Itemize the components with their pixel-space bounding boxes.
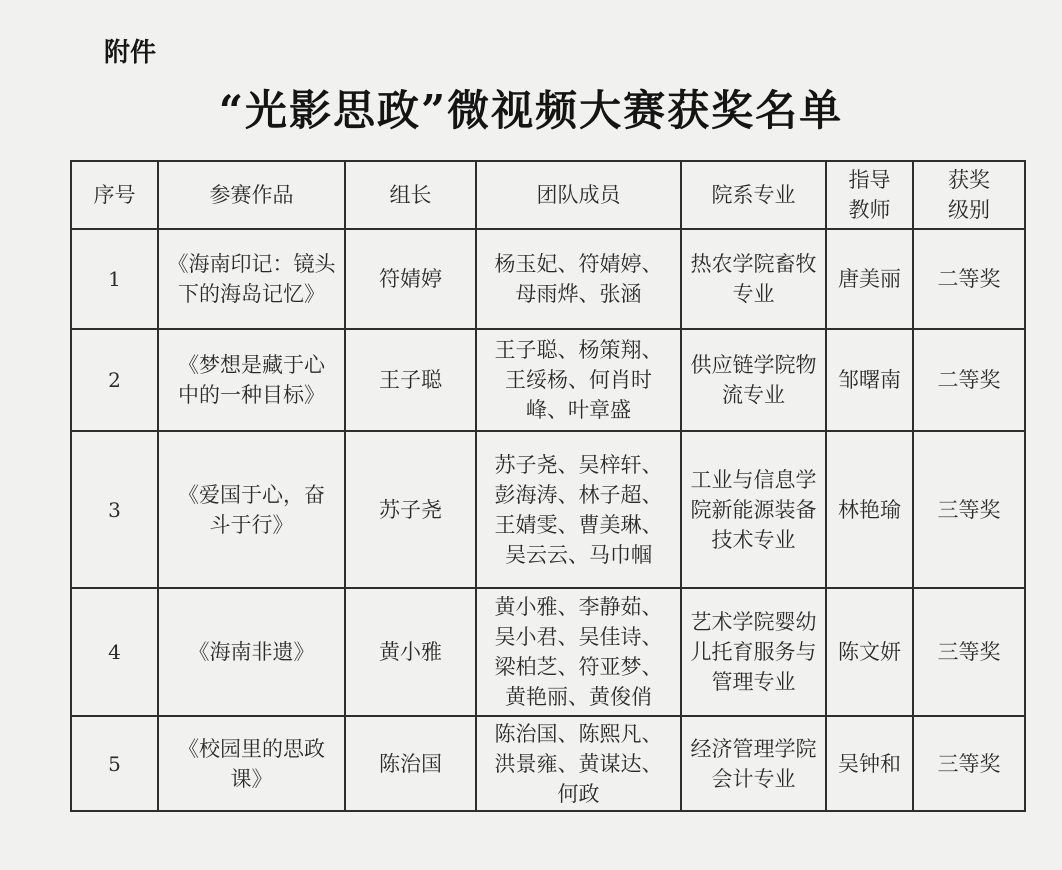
cell-level: 二等奖 xyxy=(913,229,1025,329)
cell-department-text: 热农学院畜牧专业 xyxy=(690,252,817,306)
header-department: 院系专业 xyxy=(681,161,826,229)
cell-work xyxy=(158,716,345,811)
cell-department xyxy=(681,716,826,811)
cell-advisor: 陈文妍 xyxy=(826,588,913,716)
cell-work xyxy=(158,229,345,329)
cell-advisor: 林艳瑜 xyxy=(826,431,913,588)
cell-level: 三等奖 xyxy=(913,716,1025,811)
cell-members-text: 黄小雅、李静茹、吴小君、吴佳诗、梁柏芝、符亚梦、黄艳丽、黄俊俏 xyxy=(494,595,663,709)
cell-index: 2 xyxy=(71,329,158,431)
cell-members xyxy=(476,588,681,716)
header-leader: 组长 xyxy=(345,161,476,229)
table-row xyxy=(71,329,1025,431)
header-index: 序号 xyxy=(71,161,158,229)
table-row xyxy=(71,229,1025,329)
cell-department xyxy=(681,431,826,588)
cell-work xyxy=(158,329,345,431)
cell-members xyxy=(476,716,681,811)
header-advisor xyxy=(826,161,913,229)
cell-index: 1 xyxy=(71,229,158,329)
cell-work-text: 《校园里的思政课》 xyxy=(178,736,325,791)
table-row xyxy=(71,588,1025,716)
table-header-row xyxy=(71,161,1025,229)
table-row xyxy=(71,716,1025,811)
cell-department-text: 艺术学院婴幼儿托育服务与管理专业 xyxy=(690,610,817,694)
cell-department-text: 供应链学院物流专业 xyxy=(690,353,817,407)
cell-department xyxy=(681,588,826,716)
cell-work-text: 《梦想是藏于心中的一种目标》 xyxy=(178,353,325,407)
cell-leader: 王子聪 xyxy=(345,329,476,431)
cell-work-text: 《海南印记：镜头下的海岛记忆》 xyxy=(167,252,336,306)
cell-leader: 符婧婷 xyxy=(345,229,476,329)
header-level xyxy=(913,161,1025,229)
cell-index: 4 xyxy=(71,588,158,716)
cell-work-text: 《海南非遗》 xyxy=(188,640,315,664)
cell-work-text: 《爱国于心，奋斗于行》 xyxy=(178,482,325,537)
cell-members-text: 杨玉妃、符婧婷、母雨烨、张涵 xyxy=(494,252,663,306)
cell-department xyxy=(681,229,826,329)
cell-department-text: 经济管理学院会计专业 xyxy=(690,736,817,791)
cell-leader: 黄小雅 xyxy=(345,588,476,716)
header-work: 参赛作品 xyxy=(158,161,345,229)
cell-index: 5 xyxy=(71,716,158,811)
cell-leader: 苏子尧 xyxy=(345,431,476,588)
cell-advisor: 唐美丽 xyxy=(826,229,913,329)
cell-members xyxy=(476,431,681,588)
cell-leader: 陈治国 xyxy=(345,716,476,811)
cell-department-text: 工业与信息学院新能源装备技术专业 xyxy=(690,467,817,552)
header-members: 团队成员 xyxy=(476,161,681,229)
header-level-text: 获奖级别 xyxy=(948,168,990,222)
cell-department xyxy=(681,329,826,431)
cell-work xyxy=(158,588,345,716)
cell-members xyxy=(476,229,681,329)
awards-table xyxy=(70,160,1026,812)
cell-level: 三等奖 xyxy=(913,588,1025,716)
cell-members xyxy=(476,329,681,431)
page-title: “光影思政”微视频大赛获奖名单 xyxy=(218,86,844,135)
cell-work xyxy=(158,431,345,588)
cell-level: 二等奖 xyxy=(913,329,1025,431)
cell-members-text: 苏子尧、吴梓轩、彭海涛、林子超、王婧雯、曹美琳、吴云云、马巾帼 xyxy=(494,452,663,567)
header-advisor-text: 指导教师 xyxy=(848,168,891,222)
cell-members-text: 王子聪、杨策翔、王绥杨、何肖时峰、叶章盛 xyxy=(494,338,663,422)
cell-advisor: 邹曙南 xyxy=(826,329,913,431)
cell-index: 3 xyxy=(71,431,158,588)
cell-advisor: 吴钟和 xyxy=(826,716,913,811)
attachment-label: 附件 xyxy=(104,38,157,68)
cell-level: 三等奖 xyxy=(913,431,1025,588)
table-row xyxy=(71,431,1025,588)
cell-members-text: 陈治国、陈熙凡、洪景雍、黄谋达、何政 xyxy=(494,721,663,806)
